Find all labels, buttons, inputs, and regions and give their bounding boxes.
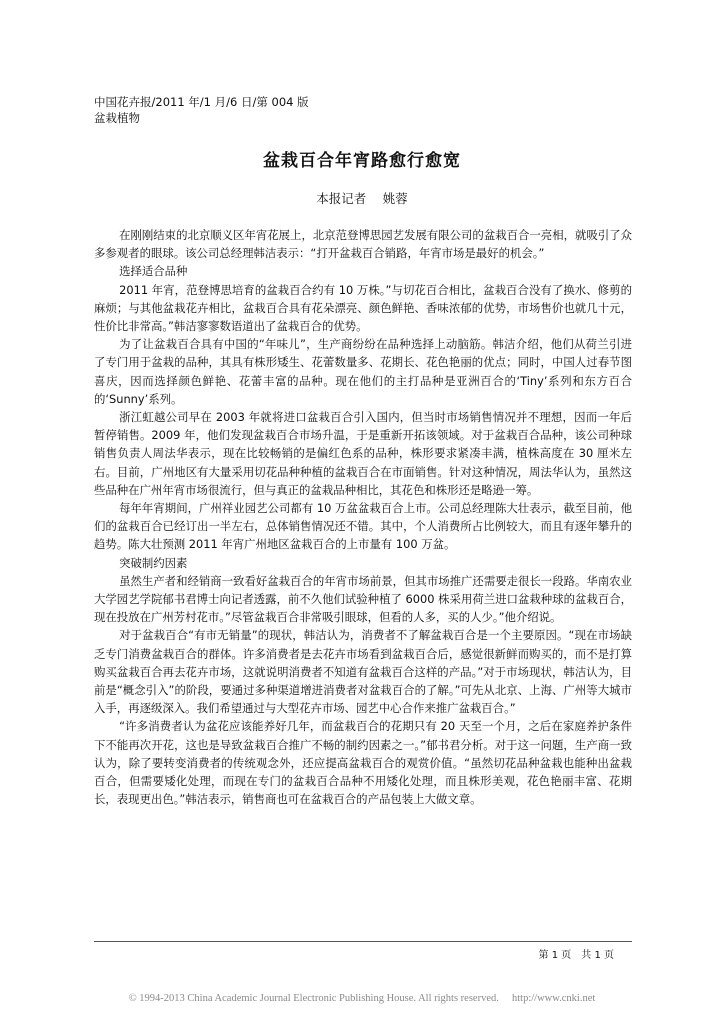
- paragraph: 在刚刚结束的北京顺义区年宵花展上，北京范登博思园艺发展有限公司的盆栽百合一亮相，就吸引了众多参观者的眼球。该公司总经理韩洁表示：“打开盆栽百合销路，年宵市场是最好的机会。”: [94, 228, 632, 261]
- page-number: 第 1 页 共 1 页: [538, 950, 614, 961]
- paragraph: 虽然生产者和经销商一致看好盆栽百合的年宵市场前景，但其市场推广还需要走很长一段路。华南农业大学园艺学院郁书君博士向记者透露，前不久他们试验种植了 6000 株采用荷兰进口盆栽种球的盆栽百合，现在投放在广州芳村花市。”尽管盆栽百合非常吸引眼球，但看的人多，买的人少。”他介绍说。: [94, 573, 632, 625]
- article-body: [94, 226, 632, 809]
- paragraph: “许多消费者认为盆花应该能养好几年，而盆栽百合的花期只有 20 天至一个月，之后在家庭养护条件下不能再次开花，这也是导致盆栽百合推广不畅的制约因素之一。”郁书君分析。对于这一问题，生产商一致认为，除了要转变消费者的传统观念外，还应提高盆栽百合的观赏价值。“虽然切花品种盆栽也能种出盆栽百合，但需要矮化处理，而现在专门的盆栽百合品种不用矮化处理，而且株形美观，花色艳丽丰富、花期长，表现更出色。”韩洁表示，销售商也可在盆栽百合的产品包装上大做文章。: [94, 719, 632, 807]
- article-meta: [94, 94, 309, 126]
- article-title: 盆栽百合年宵路愈行愈宽: [263, 151, 461, 171]
- paragraph: 每年年宵期间，广州祥业园艺公司都有 10 万盆盆栽百合上市。公司总经理陈大壮表示，截至目前，他们的盆栽百合已经订出一半左右，总体销售情况还不错。其中，个人消费所占比例较大，而且有逐年攀升的趋势。陈大壮预测 2011 年宵广州地区盆栽百合的上市量有 100 万盆。: [94, 501, 632, 552]
- column-name: 盆栽植物: [94, 111, 140, 125]
- copyright-notice: © 1994-2013 China Academic Journal Electronic Publishing House. All rights reserved. http://www.cnki.net: [128, 993, 596, 1004]
- article-author: 本报记者 姚蓉: [316, 191, 408, 206]
- footer-divider: [94, 941, 632, 942]
- paragraph: 对于盆栽百合“有市无销量”的现状，韩洁认为，消费者不了解盆栽百合是一个主要原因。“现在市场缺乏专门消费盆栽百合的群体。许多消费者是去花卉市场看到盆栽百合后，感觉很新鲜而购买的，而不是打算购买盆栽百合再去花卉市场，这就说明消费者不知道有盆栽百合这样的产品。”对于市场现状，韩洁认为，目前是“概念引入”的阶段，要通过多种渠道增进消费者对盆栽百合的了解。”可先从北京、上海、广州等大城市入手，再逐级深入。我们希望通过与大型花卉市场、园艺中心合作来推广盆栽百合。”: [94, 628, 632, 716]
- newspaper-source: 中国花卉报/2011 年/1 月/6 日/第 004 版: [94, 95, 309, 109]
- paragraph: 浙江虹越公司早在 2003 年就将进口盆栽百合引入国内，但当时市场销售情况并不理想，因而一年后暂停销售。2009 年，他们发现盆栽百合市场升温，于是重新开拓该领域。对于盆栽百合品种，该公司种球销售负责人周法华表示，现在比较畅销的是偏红色系的品种，株形要求紧凑丰满，植株高度在 30 厘米左右。目前，广州地区有大量采用切花品种种植的盆栽百合在市面销售。针对这种情况，周法华认为，虽然这些品种在广州年宵市场很流行，但与真正的盆栽品种相比，其花色和株形还是略逊一筹。: [94, 410, 632, 497]
- section-heading: 选择适合品种: [119, 264, 188, 279]
- section-heading: 突破制约因素: [119, 555, 188, 570]
- paragraph: 为了让盆栽百合具有中国的“年味儿”，生产商纷纷在品种选择上动脑筋。韩洁介绍，他们从荷兰引进了专门用于盆栽的品种，其具有株形矮生、花蕾数量多、花期长、花色艳丽的优点；同时，中国人过春节图喜庆，因而选择颜色鲜艳、花蕾丰富的品种。现在他们的主打品种是亚洲百合的‘Tiny’系列和东方百合的‘Sunny’系列。: [94, 337, 632, 406]
- paragraph: 2011 年宵，范登博思培育的盆栽百合约有 10 万株。”与切花百合相比，盆栽百合没有了换水、修剪的麻烦；与其他盆栽花卉相比，盆栽百合具有花朵漂亮、颜色鲜艳、香味浓郁的优势，市场售价也就几十元，性价比非常高。”韩洁寥寥数语道出了盆栽百合的优势。: [94, 282, 632, 334]
